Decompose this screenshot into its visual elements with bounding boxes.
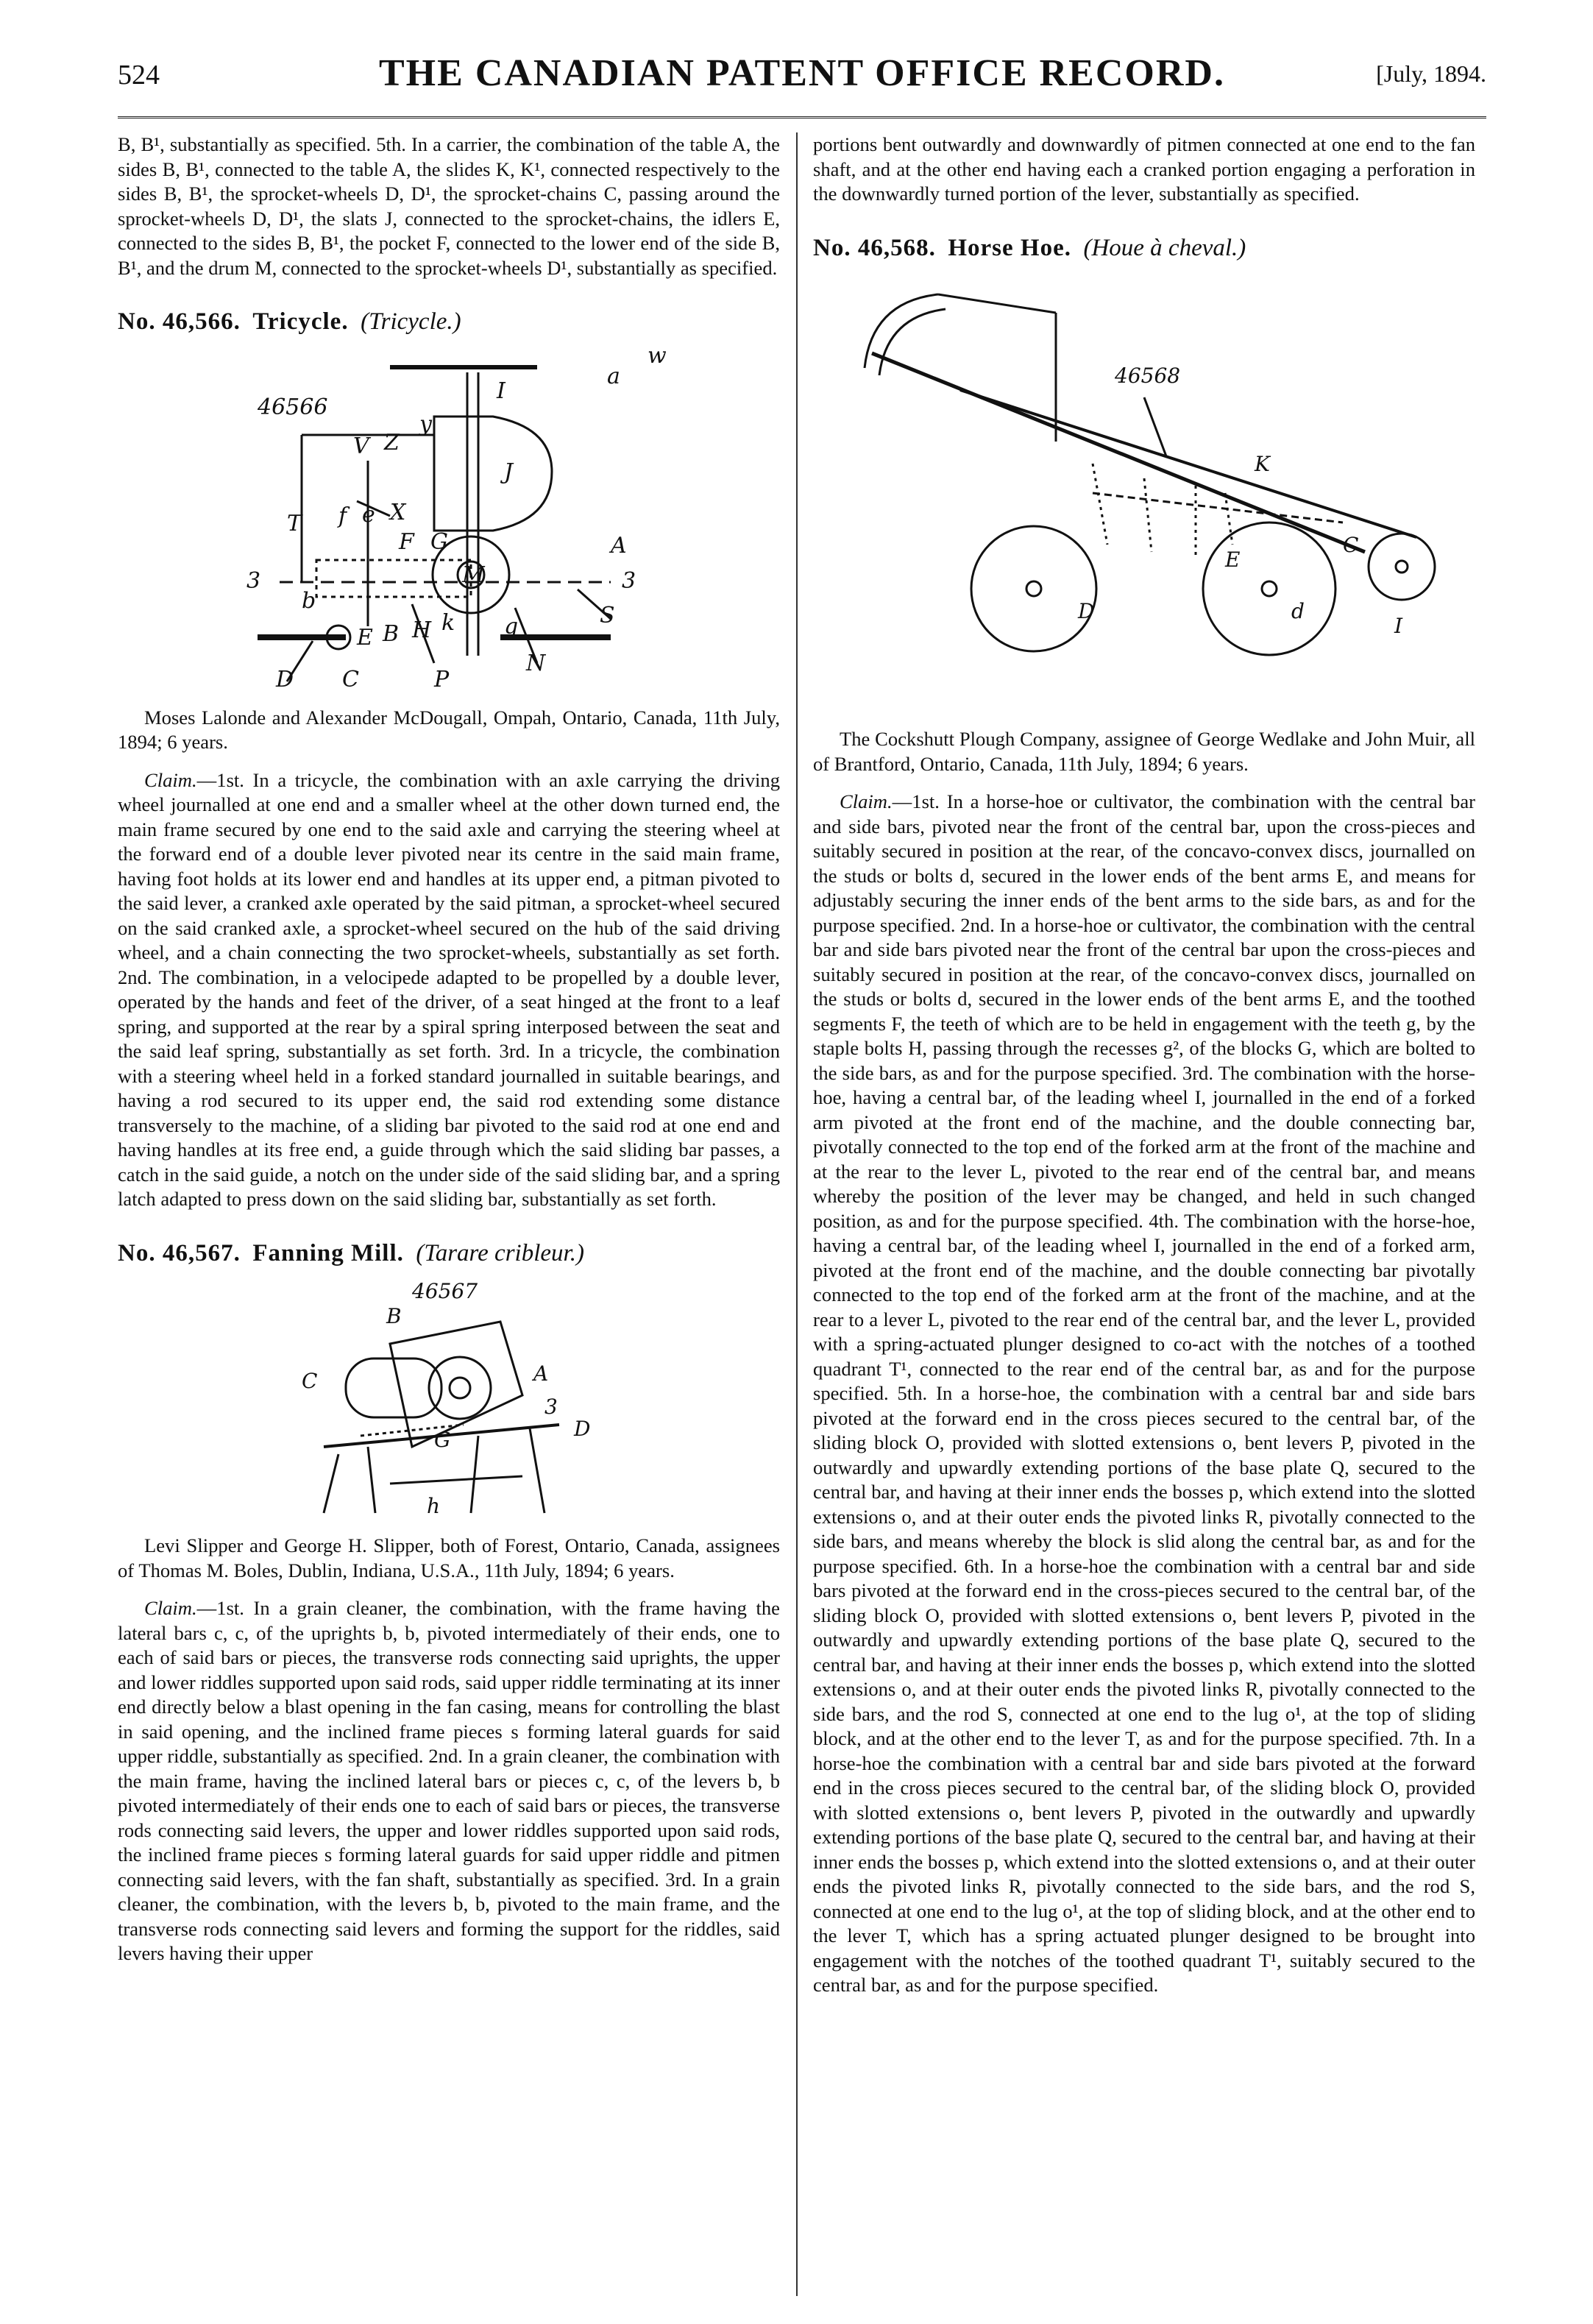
- fig-label: A: [611, 532, 627, 559]
- fig-label: b: [302, 587, 316, 614]
- fig-ref-number: 46566: [258, 394, 328, 420]
- fig-label: y: [419, 411, 432, 437]
- fig-label: V: [353, 433, 369, 459]
- fanning-mill-figure: [280, 1278, 618, 1520]
- claim-text: —1st. In a grain cleaner, the combination, with the frame having the lateral bars c, c, of the uprights b, b, pivoted intermediately of their ends, one to each of said bars or pieces, the transverse rods connecting said uprights, the upper and lower riddles supported upon said rods, said upper riddle terminating at its inner end directly below a blast opening in the fan casing, means for controlling the blast in said opening, and the inclined frame pieces s forming lateral guards for said upper riddle, substantially as specified. 2nd. In a grain cleaner, the combination with the main frame, having the inclined lateral bars or pieces c, c, of the levers b, b pivoted intermediately of their ends one to each of said bars or pieces, the transverse rods connecting said levers, the upper and lower riddles supported upon said rods, the inclined frame pieces s forming lateral guards for said upper riddle and pitmen connecting said levers, with the fan shaft, substantially as specified. 3rd. In a grain cleaner, the combination, with the levers b, b, pivoted to the main frame, and the transverse rods connecting said levers and forming the support for the riddles, said levers having their upper: [118, 1597, 780, 1965]
- fig-label: I: [1394, 614, 1403, 639]
- fig-ref-number: 46567: [412, 1279, 478, 1304]
- fig-label: D: [276, 666, 294, 692]
- fig-label: B: [386, 1304, 402, 1329]
- claim-text: —1st. In a tricycle, the combination with an axle carrying the driving wheel journalled at one end and a smaller wheel at the other down turned end, the main frame secured by one end to the said axle and carrying the steering wheel at the forward end of a double lever pivoted near its centre in the said main frame, having foot holds at its lower end and handles at its upper end, a pitman pivoted to the said lever, a cranked axle operated by the said pitman, a sprocket-wheel secured on the said cranked axle, a sprocket-wheel secured on the hub of the said driving wheel, and a chain connecting the two sprocket-wheels, substantially as set forth. 2nd. The combination, in a velocipede adapted to be propelled by a double lever, operated by the hands and feet of the driver, of a seat hinged at the front to a leaf spring, and supported at the rear by a spiral spring interposed between the seat and the said leaf spring, substantially as set forth. 3rd. In a tricycle, the combination with a steering wheel held in a forked standard journalled in suitable bearings, and having a rod secured to its upper end, the said rod extending some distance transversely to the machine, of a sliding bar pivoted to the said rod at one end and having handles at its free end, a guide through which the said sliding bar passes, a catch in the said guide, a notch on the under side of the said sliding bar, and a spring latch adapted to press down on the said sliding bar, substantially as set forth.: [118, 768, 780, 1211]
- fig-label: M: [462, 561, 485, 588]
- column-divider: [796, 132, 798, 2296]
- patent-title-46566: [118, 307, 780, 338]
- right-column: [813, 132, 1475, 1998]
- fig-label: q: [504, 613, 519, 640]
- patent-claim: [118, 768, 780, 1212]
- claim-label: Claim.: [144, 1597, 197, 1620]
- fig-label: d: [1291, 599, 1305, 624]
- fig-label: 3: [622, 567, 636, 594]
- patent-claim: [118, 1596, 780, 1966]
- fig-label: D: [1078, 599, 1095, 624]
- fig-label: w: [648, 346, 667, 369]
- fig-label: P: [434, 666, 450, 692]
- fig-label: X: [390, 499, 406, 525]
- patent-assignee: The Cockshutt Plough Company, assignee of George Wedlake and John Muir, all of Brantford, Ontario, Canada, 11th July, 1894; 6 years.: [813, 728, 1475, 775]
- fig-label: G: [430, 528, 448, 555]
- patent-name: Horse Hoe.: [948, 234, 1071, 261]
- fig-label: T: [287, 510, 302, 536]
- horse-hoe-drawing: [865, 294, 1435, 655]
- fig-label: 3: [544, 1395, 558, 1420]
- fig-label: Z: [384, 429, 400, 456]
- left-column: [118, 132, 780, 1966]
- fig-label: G: [434, 1428, 451, 1453]
- fig-label: E: [357, 624, 373, 651]
- fig-label: C: [1343, 533, 1359, 558]
- fanning-mill-drawing: [324, 1322, 559, 1513]
- header-rule: [118, 116, 1486, 118]
- fig-ref-number: 46568: [1115, 364, 1181, 389]
- patent-assignee: Levi Slipper and George H. Slipper, both of Forest, Ontario, Canada, assignees of Thomas M. Boles, Dublin, Indiana, U.S.A., 11th July, 1894; 6 years.: [118, 1534, 780, 1581]
- issue-date: [July, 1894.: [1376, 60, 1486, 87]
- fig-label: k: [441, 609, 455, 636]
- fig-label: B: [383, 620, 400, 647]
- patent-french-name: (Tarare cribleur.): [416, 1239, 584, 1266]
- patent-french-name: (Tricycle.): [361, 308, 461, 335]
- fig-label: a: [607, 363, 620, 389]
- claim-text: —1st. In a horse-hoe or cultivator, the combination with the central bar and side bars, pivoted near the front of the central bar, upon the cross-pieces and suitably secured in position at the rear, of the concavo-convex discs, journalled on the studs or bolts d, secured in the lower ends of the bent arms E, and means for adjustably securing the inner ends of the bent arms to the side bars, as and for the purpose specified. 2nd. In a horse-hoe or cultivator, the combination with the central bar and side bars pivoted near the front of the central bar upon the cross-pieces and suitably secured in position at the rear, of the concavo-convex discs, journalled on the studs or bolts d, secured in the lower ends of the bent arms E, and the toothed segments F, the teeth of which are to be held in engagement with the teeth g, by the staple bolts H, passing through the recesses g², of the blocks G, which are bolted to the side bars, as and for the purpose specified. 3rd. The combination with the horse-hoe, having a central bar, of the leading wheel I, journalled in the end of a forked arm pivoted at the front end of the machine, and the double connecting bar, pivotally connected to the top end of the forked arm at the front of the machine and at the rear to the lever L, pivoted to the rear end of the central bar, and means whereby the position of the lever may be changed, and held in such changed position, as and for the purpose specified. 4th. The combination with the horse-hoe, having a central bar, of the leading wheel I, journalled in the end of a forked arm, pivoted at the front end of the machine, and the double connecting bar pivotally connected to the top end of the forked arm at the front of the machine, and at the rear to a lever L, pivoted to the rear end of the central bar, and the lever L, provided with a spring-actuated plunger designed to co-act with the notches of a toothed quadrant T¹, connected to the rear end of the central bar, as and for the purpose specified. 5th. In a horse-hoe, the combination with a central bar and side bars pivoted at the forward end in the cross pieces secured to the central bar, of the sliding block O, provided with slotted extensions o, bent levers P, pivoted in the outwardly and upwardly extending portions of the base plate Q, secured to the central bar, and having at their inner ends the bosses p, which extend into the slotted extensions o, and at their outer ends the pivoted links R, pivotally connected to the side bars, and means whereby the block is slid along the central bar, as and for the purpose specified. 6th. In a horse-hoe the combination with a central bar and side bars pivoted at the forward end in the cross-pieces secured to the central bar, of the sliding block O, provided with slotted extensions o, bent levers P, pivoted in the outwardly and upwardly extending portions of the base plate Q, secured to the central bar, and having at their inner ends the bosses p, which extend into the slotted extensions o, and at their outer ends the pivoted links R, pivotally connected to the side bars, and the rod S, connected at one end to the lug o¹, at the top of sliding block, and at the other end to the lever T, as and for the purpose specified. 7th. In a horse-hoe the combination with a central bar and side bars pivoted at the forward end in the cross pieces secured to the central bar, of the sliding block O, provided with slotted extensions o, bent levers P, pivoted in the outwardly and upwardly extending portions of the base plate Q, secured to the central bar, and having at their inner ends the bosses p, which extend into the slotted extensions o, and at their outer ends the pivoted links R, pivotally connected to the side bars, and the rod S, connected at one end to the lug o¹, at the top of sliding block, and at the other end to the lever T, which has a spring actuated plunger designed to be brought into engagement with the notches of the toothed quadrant T¹, suitably secured to the central bar, as and for the purpose specified.: [813, 790, 1475, 1997]
- patent-name: Fanning Mill.: [252, 1239, 404, 1266]
- fig-label: f: [338, 503, 347, 529]
- claim-label: Claim.: [840, 790, 893, 813]
- fig-label: N: [526, 650, 546, 676]
- fig-label: I: [497, 378, 505, 404]
- running-title: THE CANADIAN PATENT OFFICE RECORD.: [379, 52, 1225, 94]
- fig-label: J: [504, 458, 514, 485]
- fig-label: F: [399, 528, 414, 555]
- continuation-text: portions bent outwardly and downwardly of pitmen connected at one end to the fan shaft, and at the other end having each a cranked portion engaging a perforation in the downwardly turned portion of the lever, substantially as specified.: [813, 133, 1475, 205]
- fig-label: 3: [246, 567, 261, 594]
- fig-label: E: [1225, 548, 1241, 573]
- horse-hoe-figure: [813, 272, 1475, 714]
- page-header: [118, 52, 1486, 103]
- fig-label: C: [302, 1369, 318, 1394]
- patent-number: No. 46,567.: [118, 1239, 241, 1266]
- fig-label: D: [574, 1417, 591, 1442]
- tricycle-figure: [169, 347, 728, 692]
- patent-number: No. 46,566.: [118, 308, 241, 335]
- fig-label: h: [427, 1494, 441, 1519]
- patent-claim: [813, 790, 1475, 1998]
- patent-name: Tricycle.: [252, 308, 349, 335]
- patent-assignee: Moses Lalonde and Alexander McDougall, Ompah, Ontario, Canada, 11th July, 1894; 6 years.: [118, 706, 780, 754]
- continuation-text: B, B¹, substantially as specified. 5th. In a carrier, the combination of the table A, the sides B, B¹, connected to the table A, the slides K, K¹, connected respectively to the sides B, B¹, the sprocket-wheels D, D¹, the sprocket-chains C, passing around the sprocket-wheels D, D¹, the slats J, connected to the sprocket-chains, the idlers E, connected to the sides B, B¹, the pocket F, connected to the lower end of the side B, B¹, and the drum M, connected to the sprocket-wheels D¹, substantially as specified.: [118, 133, 780, 279]
- fig-label: C: [342, 666, 359, 692]
- claim-label: Claim.: [144, 768, 197, 791]
- fig-label: e: [362, 501, 375, 528]
- patent-title-46568: [813, 233, 1475, 264]
- fig-label: K: [1255, 452, 1270, 477]
- patent-number: No. 46,568.: [813, 234, 936, 261]
- fig-label: H: [412, 617, 432, 643]
- fig-label: S: [600, 602, 615, 628]
- fig-label: A: [533, 1361, 549, 1386]
- patent-french-name: (Houe à cheval.): [1083, 234, 1246, 261]
- patent-title-46567: [118, 1239, 780, 1269]
- page-number: 524: [118, 60, 160, 91]
